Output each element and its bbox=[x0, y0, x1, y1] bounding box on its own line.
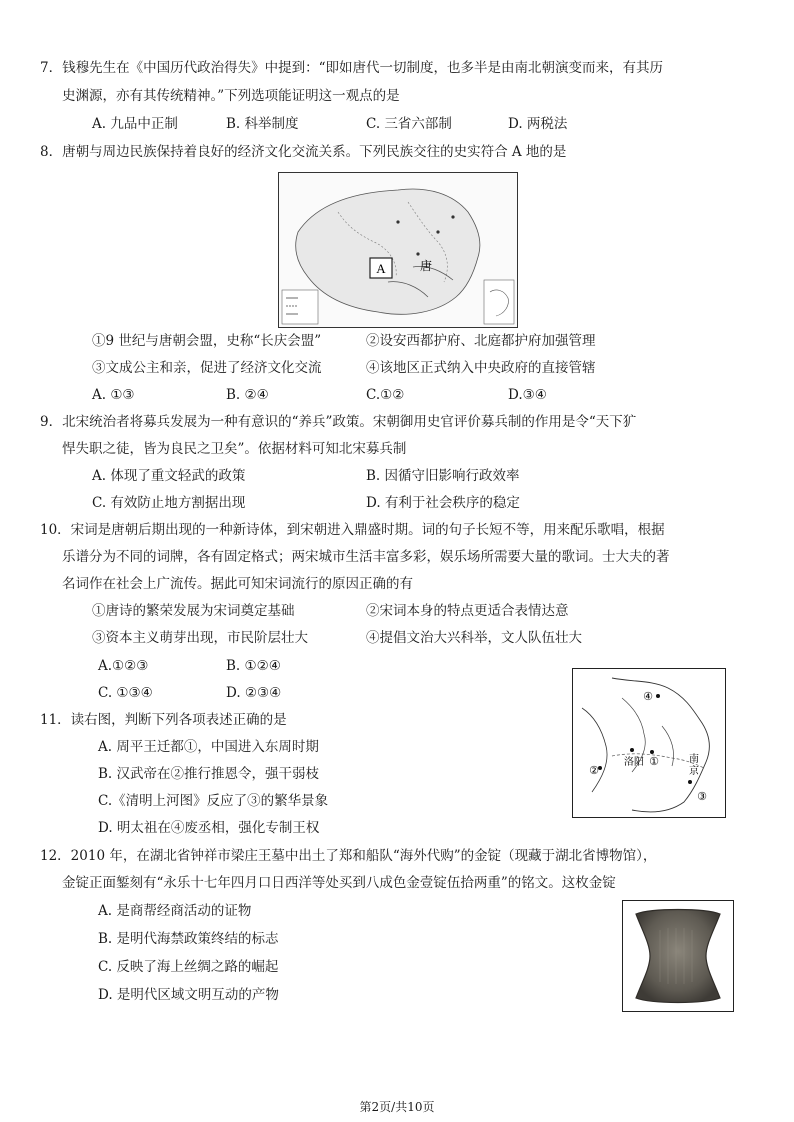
q11-map-point-luoyang-dot bbox=[630, 748, 634, 752]
q8-statement-1: ①9 世纪与唐朝会盟，史称“长庆会盟” bbox=[92, 333, 322, 349]
q10-statement-1: ①唐诗的繁荣发展为宋词奠定基础 bbox=[92, 603, 295, 619]
q11-map-label-1: ① bbox=[649, 755, 659, 768]
q8-stem: 8．唐朝与周边民族保持着良好的经济文化交流关系。下列民族交往的史实符合 A 地的是 bbox=[40, 144, 567, 160]
q9-option-d: D. 有利于社会秩序的稳定 bbox=[366, 495, 520, 511]
q11-option-d: D. 明太祖在④废丞相，强化专制王权 bbox=[98, 820, 320, 836]
q11-map-point-4-dot bbox=[656, 694, 660, 698]
q12-option-a: A. 是商帮经商活动的证物 bbox=[98, 903, 252, 919]
q10-stem-line3: 名词作在社会上广流传。据此可知宋词流行的原因正确的有 bbox=[62, 576, 413, 592]
q10-stem-line1: 10．宋词是唐朝后期出现的一种新诗体，到宋朝进入鼎盛时期。词的句子长短不等，用来配乐歌唱，根据 bbox=[40, 522, 665, 538]
gold-ingot-svg bbox=[622, 900, 734, 1012]
q7-option-b: B. 科举制度 bbox=[226, 116, 299, 132]
q8-option-c: C.①② bbox=[366, 387, 405, 403]
map-city-dot bbox=[416, 252, 419, 255]
q8-option-d: D.③④ bbox=[508, 387, 547, 403]
q11-map-label-jing: 京 bbox=[689, 766, 699, 777]
map-city-dot bbox=[396, 220, 399, 223]
map-inset bbox=[484, 280, 514, 324]
map-legend bbox=[282, 290, 318, 324]
q11-map-label-3: ③ bbox=[697, 790, 707, 803]
q9-option-b: B. 因循守旧影响行政效率 bbox=[366, 468, 520, 484]
q10-option-c: C. ①③④ bbox=[98, 685, 153, 701]
q10-statement-2: ②宋词本身的特点更适合表情达意 bbox=[366, 603, 569, 619]
q12-option-b: B. 是明代海禁政策终结的标志 bbox=[98, 931, 279, 947]
q10-statement-4: ④提倡文治大兴科举，文人队伍壮大 bbox=[366, 630, 582, 646]
map-city-dot bbox=[436, 230, 439, 233]
q7-stem-line2: 史渊源，亦有其传统精神。”下列选项能证明这一观点的是 bbox=[62, 88, 400, 104]
q9-option-a: A. 体现了重文轻武的政策 bbox=[92, 468, 246, 484]
q10-option-a: A.①②③ bbox=[98, 658, 149, 674]
map-region-a-label: A bbox=[376, 261, 386, 276]
q9-option-c: C. 有效防止地方割据出现 bbox=[92, 495, 246, 511]
q11-map-figure bbox=[572, 668, 726, 818]
q11-stem: 11．读右图，判断下列各项表述正确的是 bbox=[40, 712, 287, 728]
q12-stem-line1: 12．2010 年，在湖北省钟祥市梁庄王墓中出土了郑和船队“海外代购”的金锭（现藏于湖北省博物馆）， bbox=[40, 848, 657, 864]
tang-map-figure bbox=[278, 172, 518, 328]
q12-option-c: C. 反映了海上丝绸之路的崛起 bbox=[98, 959, 279, 975]
q10-stem-line2: 乐谱分为不同的词牌，各有固定格式；两宋城市生活丰富多彩，娱乐场所需要大量的歌词。士大夫的著 bbox=[62, 549, 670, 565]
q7-option-c: C. 三省六部制 bbox=[366, 116, 452, 132]
q11-map-label-luoyang: 洛阳 bbox=[624, 757, 644, 768]
q8-statement-3: ③文成公主和亲，促进了经济文化交流 bbox=[92, 360, 322, 376]
q7-stem-line1: 7．钱穆先生在《中国历代政治得失》中提到：“即如唐代一切制度，也多半是由南北朝演变而来，有其历 bbox=[40, 60, 663, 76]
q11-map-label-nan: 南 bbox=[689, 754, 699, 765]
map-tang-label: 唐 bbox=[419, 259, 433, 273]
q11-option-c: C.《清明上河图》反应了③的繁华景象 bbox=[98, 793, 329, 809]
q7-option-a: A. 九品中正制 bbox=[92, 116, 178, 132]
tang-map-svg bbox=[278, 172, 518, 328]
gold-ingot-figure bbox=[622, 900, 734, 1012]
q11-map-point-1-dot bbox=[650, 750, 654, 754]
q9-stem-line2: 悍失职之徒，皆为良民之卫矣”。依据材料可知北宋募兵制 bbox=[62, 441, 407, 457]
q12-stem-line2: 金锭正面錾刻有“永乐十七年四月口日西洋等处买到八成色金壹锭伍拾两重”的铭文。这枚金锭 bbox=[62, 875, 616, 891]
q10-statement-3: ③资本主义萌芽出现，市民阶层壮大 bbox=[92, 630, 308, 646]
q12-option-d: D. 是明代区域文明互动的产物 bbox=[98, 987, 279, 1003]
q11-option-b: B. 汉武帝在②推行推恩令，强干弱枝 bbox=[98, 766, 320, 782]
q8-option-a: A. ①③ bbox=[92, 387, 135, 403]
q8-statement-4: ④该地区正式纳入中央政府的直接管辖 bbox=[366, 360, 596, 376]
q11-map-label-2: ② bbox=[589, 764, 599, 777]
q11-map-point-3-dot bbox=[688, 780, 692, 784]
q9-stem-line1: 9．北宋统治者将募兵发展为一种有意识的“养兵”政策。宋朝御用史官评价募兵制的作用是令“天下犷 bbox=[40, 414, 637, 430]
q11-option-a: A. 周平王迁都①，中国进入东周时期 bbox=[98, 739, 319, 755]
q10-option-d: D. ②③④ bbox=[226, 685, 282, 701]
q11-map-label-4: ④ bbox=[643, 690, 653, 703]
q10-option-b: B. ①②④ bbox=[226, 658, 281, 674]
q7-option-d: D. 两税法 bbox=[508, 116, 568, 132]
q8-statement-2: ②设安西都护府、北庭都护府加强管理 bbox=[366, 333, 596, 349]
map-city-dot bbox=[451, 215, 454, 218]
q8-option-b: B. ②④ bbox=[226, 387, 269, 403]
q11-map-svg bbox=[572, 668, 726, 818]
page-footer: 第2页/共10页 bbox=[359, 1100, 435, 1114]
